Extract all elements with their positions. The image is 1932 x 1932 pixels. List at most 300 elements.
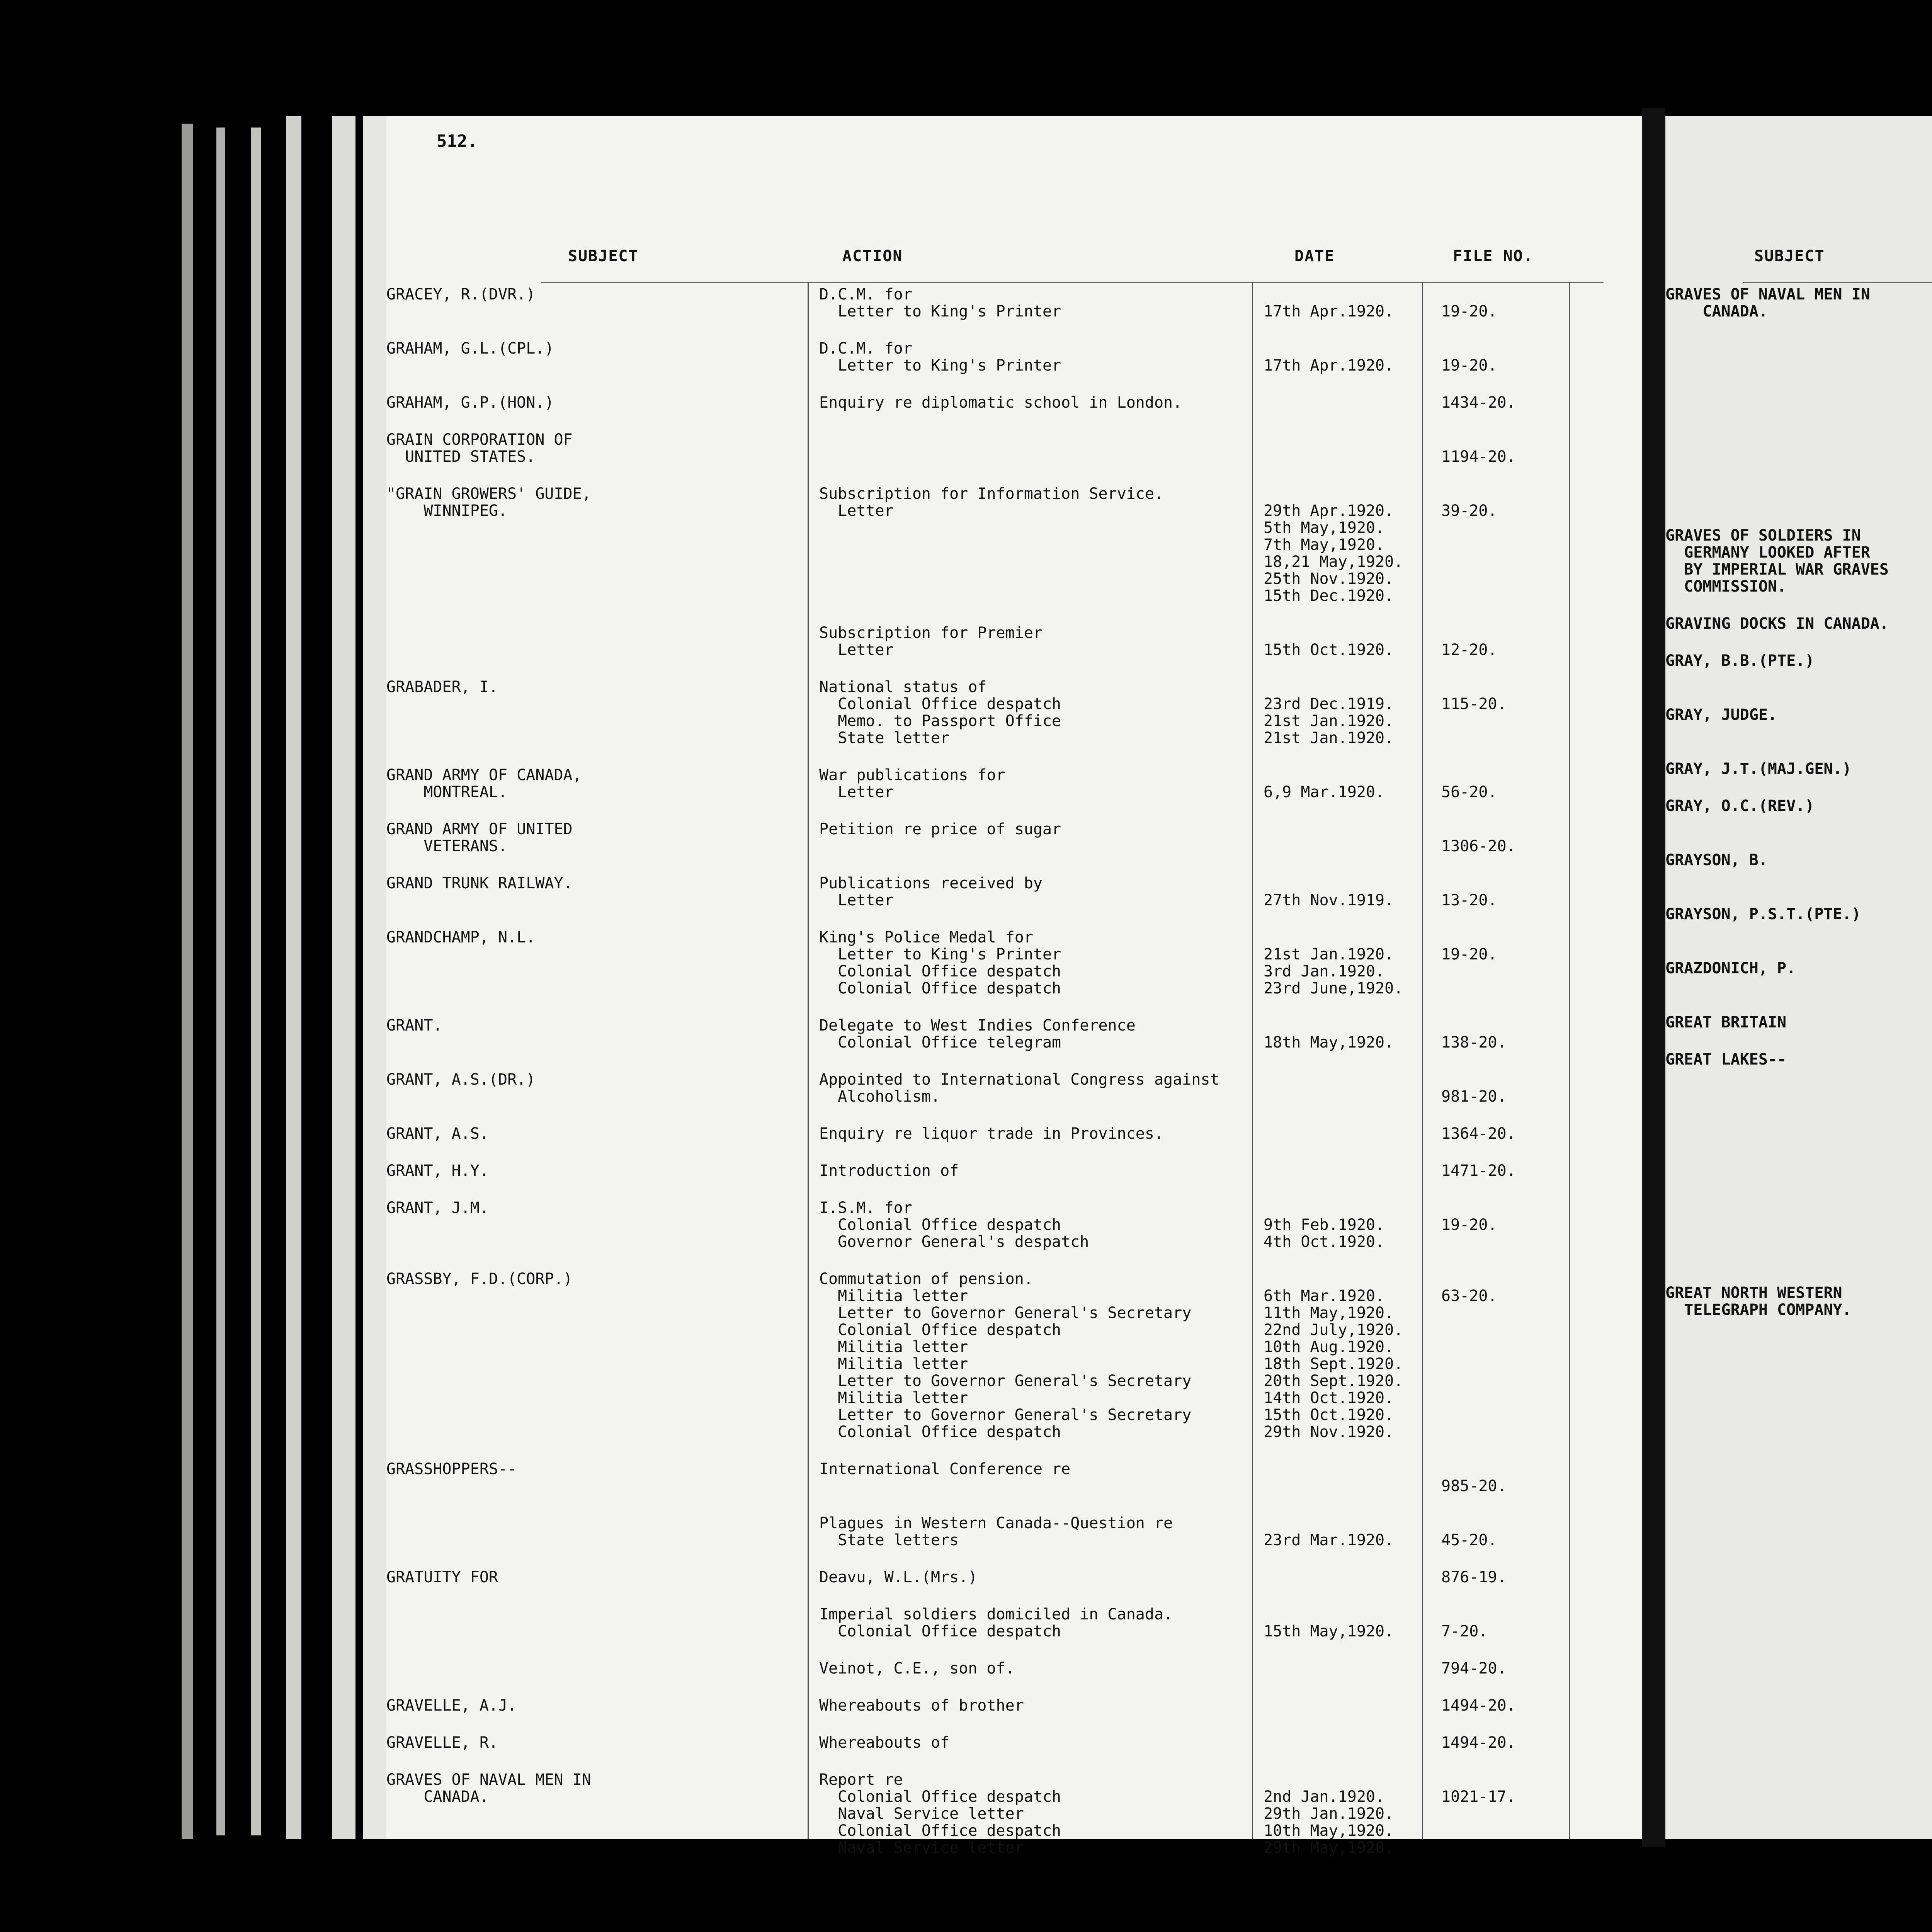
index-entry <box>386 1569 1642 1586</box>
entry-file-no <box>1441 431 1516 465</box>
entry-subject-line: GRANT, A.S.(DR.) <box>386 1071 536 1088</box>
entry-dates <box>1264 1771 1394 1856</box>
entry-subject <box>1665 286 1932 320</box>
entry-file-no-line: 1021-17. <box>1441 1788 1516 1806</box>
entry-subject-line: GRANT, H.Y. <box>386 1162 489 1180</box>
entry-action-line: Deavu, W.L.(Mrs.) <box>819 1568 978 1586</box>
entry-subject <box>1665 852 1932 869</box>
entry-subject <box>1665 1014 1932 1031</box>
entry-file-no <box>1441 624 1497 658</box>
entry-subject-line: GRACEY, R.(DVR.) <box>386 286 536 303</box>
entry-subject-line: GRAND ARMY OF CANADA, <box>386 766 582 784</box>
entry-dates-line: 15th Oct.1920. <box>1264 641 1394 659</box>
entry-dates <box>1264 1270 1403 1440</box>
entry-subject-line: GREAT BRITAIN <box>1665 1014 1787 1031</box>
entry-subject-line <box>1665 1504 1932 1521</box>
header-action: ACTION <box>842 247 903 265</box>
index-entry <box>1665 1393 1932 1410</box>
entry-file-no-line <box>1441 485 1497 502</box>
entry-dates <box>1264 624 1394 658</box>
entry-dates-line <box>1264 485 1403 502</box>
entry-subject <box>1665 527 1932 595</box>
entry-action-line: Colonial Office despatch <box>819 1622 1061 1640</box>
entry-action-line: Letter <box>819 891 894 909</box>
entry-action <box>819 1771 1061 1856</box>
entry-file-no-line: 56-20. <box>1441 783 1497 801</box>
entry-dates-line: 14th Oct.1920. <box>1264 1389 1394 1407</box>
entry-subject <box>1665 1051 1932 1068</box>
entry-action-line: Plagues in Western Canada--Question re <box>819 1514 1173 1532</box>
entry-file-no <box>1441 1125 1516 1142</box>
entry-dates <box>1264 1199 1384 1250</box>
index-entry <box>386 624 1642 659</box>
index-entry <box>386 678 1642 747</box>
entry-dates-line <box>1264 679 1394 696</box>
entry-action-line: Whereabouts of brother <box>819 1697 1024 1714</box>
entry-subject-line: UNITED STATES. <box>386 448 536 466</box>
entry-action-line: Colonial Office despatch <box>819 1321 1061 1339</box>
index-entry <box>1665 1430 1932 1447</box>
entry-subject <box>1665 798 1932 815</box>
entry-action-line: Letter <box>819 783 894 801</box>
entry-subject <box>1665 1430 1932 1447</box>
entry-action <box>819 340 1061 374</box>
entry-file-no <box>1441 485 1497 519</box>
entry-subject-line <box>1665 1541 1932 1558</box>
entry-dates <box>1264 485 1403 604</box>
entry-file-no <box>1441 1162 1516 1179</box>
entry-subject <box>1665 1284 1932 1318</box>
entry-subject-line <box>1665 1467 1932 1484</box>
entry-subject <box>1665 1504 1932 1521</box>
entry-dates <box>1264 1017 1394 1051</box>
entry-dates-line: 17th Apr.1920. <box>1264 357 1394 374</box>
entry-file-no <box>1441 1515 1497 1549</box>
entry-action <box>819 821 1061 838</box>
entry-file-no <box>1441 929 1497 963</box>
entry-subject-line <box>1665 1629 1932 1646</box>
entry-dates <box>1264 1515 1394 1549</box>
entry-dates-line: 11th May,1920. <box>1264 1304 1394 1322</box>
entry-action <box>819 1515 1173 1549</box>
entry-action-line: Whereabouts of <box>819 1734 950 1752</box>
entry-action-line: Subscription for Information Service. <box>819 485 1164 503</box>
entry-action-line: Naval Service letter <box>819 1805 1024 1823</box>
index-entry <box>1665 1014 1932 1031</box>
index-entry <box>386 1199 1642 1251</box>
entry-subject-line: GRANDCHAMP, N.L. <box>386 929 536 946</box>
entry-subject-line <box>1665 1105 1932 1122</box>
entry-action <box>819 1270 1191 1440</box>
entry-action <box>819 875 1043 909</box>
entry-file-no-line <box>1441 679 1507 696</box>
index-entry <box>1665 798 1932 815</box>
index-entry <box>386 1514 1642 1549</box>
entry-file-no-line <box>1441 624 1497 641</box>
entry-file-no-line: 19-20. <box>1441 357 1497 374</box>
entry-action <box>819 1660 1015 1677</box>
index-entry <box>1665 1629 1932 1646</box>
entry-file-no <box>1441 1017 1507 1051</box>
entry-file-no <box>1441 394 1516 411</box>
entry-subject-line: GRAIN CORPORATION OF <box>386 431 573 449</box>
entry-subject <box>1665 1393 1932 1410</box>
entry-action <box>819 1569 977 1586</box>
index-entry <box>1665 706 1932 723</box>
entry-action-line: Colonial Office despatch <box>819 1822 1061 1840</box>
index-entry <box>386 394 1642 411</box>
index-entry <box>386 431 1642 465</box>
entry-subject-line: GRABADER, I. <box>386 678 498 696</box>
entry-action-line: Petition re price of sugar <box>819 820 1061 838</box>
entry-subject-line: GREAT LAKES-- <box>1665 1051 1787 1068</box>
entry-file-no-line <box>1441 1771 1516 1788</box>
entry-subject-line: GRAND ARMY OF UNITED <box>386 820 573 838</box>
entry-action <box>819 1071 1219 1105</box>
entry-dates-line: 29th Nov.1920. <box>1264 1423 1394 1441</box>
entry-action-line: Militia letter <box>819 1355 968 1373</box>
entry-action <box>819 929 1061 997</box>
entry-dates-line: 10th Aug.1920. <box>1264 1338 1394 1356</box>
entry-dates-line <box>1264 624 1394 641</box>
entry-dates-line: 15th Dec.1920. <box>1264 587 1394 605</box>
entry-action-line: Letter to King's Printer <box>819 357 1061 374</box>
entry-subject-line <box>1665 1393 1932 1410</box>
entry-action-line: Alcoholism. <box>819 1088 940 1105</box>
entry-subject-line: GRAY, B.B.(PTE.) <box>1665 652 1815 670</box>
index-entry <box>1665 1541 1932 1558</box>
entry-subject-line: "GRAIN GROWERS' GUIDE, <box>386 485 591 503</box>
entry-file-no <box>1441 679 1507 713</box>
index-entry <box>386 1734 1642 1751</box>
entry-dates-line: 23rd June,1920. <box>1264 980 1403 997</box>
entry-subject-line: GRAY, O.C.(REV.) <box>1665 797 1815 815</box>
entry-dates-line: 29th May,1920. <box>1264 1839 1394 1857</box>
index-entry <box>386 1125 1642 1142</box>
entry-dates <box>1264 679 1394 747</box>
index-entry <box>386 286 1642 320</box>
entry-subject-line <box>1665 1142 1932 1159</box>
entry-subject-line: GRAYSON, B. <box>1665 851 1768 869</box>
entry-file-no-line: 1364-20. <box>1441 1125 1516 1143</box>
entry-file-no-line <box>1441 1515 1497 1532</box>
entry-file-no-line: 1494-20. <box>1441 1734 1516 1752</box>
header-rule <box>1743 282 1932 283</box>
index-entry <box>386 821 1642 855</box>
entry-subject <box>1665 1196 1932 1213</box>
page-number: 512. <box>437 131 478 151</box>
entry-subject-line: GRAY, J.T.(MAJ.GEN.) <box>1665 760 1852 778</box>
entry-dates-line <box>1264 1606 1394 1623</box>
entry-action-line: Introduction of <box>819 1162 959 1180</box>
entry-subject-line: GRAYSON, P.S.T.(PTE.) <box>1665 905 1861 923</box>
index-entry <box>386 485 1642 605</box>
entry-file-no-line <box>1441 875 1497 892</box>
entry-action-line: Subscription for Premier <box>819 624 1043 642</box>
entry-dates-line: 21st Jan.1920. <box>1264 712 1394 730</box>
entry-dates-line <box>1264 1270 1403 1287</box>
index-entry <box>1665 1284 1932 1318</box>
book-gutter <box>1642 108 1665 1847</box>
entry-file-no <box>1441 340 1497 374</box>
entry-file-no-line: 12-20. <box>1441 641 1497 659</box>
entry-file-no-line <box>1441 1461 1507 1478</box>
entry-dates-line <box>1264 1199 1384 1216</box>
entry-dates-line: 18th Sept.1920. <box>1264 1355 1403 1373</box>
entry-file-no-line: 1494-20. <box>1441 1697 1516 1714</box>
entry-dates-line: 5th May,1920. <box>1264 519 1385 537</box>
entry-dates-line <box>1264 1515 1394 1532</box>
entry-file-no-line: 19-20. <box>1441 1216 1497 1234</box>
index-entry <box>1665 1504 1932 1521</box>
index-entry <box>386 1697 1642 1714</box>
entry-file-no-line: 138-20. <box>1441 1034 1507 1051</box>
entry-subject-line: CANADA. <box>1665 303 1768 320</box>
entry-file-no-line: 876-19. <box>1441 1568 1507 1586</box>
index-entry <box>1665 960 1932 977</box>
entry-dates <box>1264 286 1394 320</box>
entry-dates-line: 6th Mar.1920. <box>1264 1287 1385 1305</box>
entry-subject <box>1665 615 1932 632</box>
entry-subject-line: GREAT NORTH WESTERN <box>1665 1284 1842 1302</box>
entry-action <box>819 1162 959 1179</box>
entry-dates <box>1264 929 1403 997</box>
entry-dates-line: 15th May,1920. <box>1264 1622 1394 1640</box>
entry-action <box>819 286 1061 320</box>
entry-file-no-line: 19-20. <box>1441 946 1497 963</box>
entry-subject-line: GRAHAM, G.P.(HON.) <box>386 394 554 412</box>
entry-file-no-line <box>1441 929 1497 946</box>
index-entry <box>386 1071 1642 1105</box>
entry-action-line: Report re <box>819 1771 903 1789</box>
entry-dates-line <box>1264 286 1394 303</box>
entry-dates-line: 21st Jan.1920. <box>1264 729 1394 747</box>
entry-action <box>819 1125 1163 1142</box>
entry-dates-line: 3rd Jan.1920. <box>1264 963 1385 980</box>
entry-action-line: Colonial Office despatch <box>819 963 1061 980</box>
entry-action <box>819 1697 1024 1714</box>
entry-file-no <box>1441 1270 1497 1304</box>
header-file-no: FILE NO. <box>1453 247 1534 265</box>
entry-subject <box>1665 906 1932 923</box>
entry-subject-line: GRANT, J.M. <box>386 1199 489 1217</box>
index-entry <box>1665 1051 1932 1068</box>
entry-dates-line <box>1264 1017 1394 1034</box>
entry-subject-line: GRAND TRUNK RAILWAY. <box>386 874 573 892</box>
entry-file-no-line <box>1441 821 1516 838</box>
entry-file-no-line <box>1441 1606 1488 1623</box>
entry-file-no <box>1441 875 1497 909</box>
index-entry <box>1665 286 1932 320</box>
entry-dates-line: 18,21 May,1920. <box>1264 553 1403 571</box>
header-date: DATE <box>1294 247 1335 265</box>
entry-file-no-line: 19-20. <box>1441 303 1497 320</box>
entry-subject-line: GRANT, A.S. <box>386 1125 489 1143</box>
entry-action <box>819 394 1182 411</box>
entry-dates-line: 25th Nov.1920. <box>1264 570 1394 588</box>
entry-action-line: War publications for <box>819 766 1005 784</box>
entry-file-no <box>1441 1660 1507 1677</box>
entry-file-no-line: 7-20. <box>1441 1622 1488 1640</box>
entry-dates-line: 9th Feb.1920. <box>1264 1216 1385 1234</box>
entry-dates <box>1264 1606 1394 1640</box>
entry-subject <box>1665 1541 1932 1558</box>
entry-action-line: International Conference re <box>819 1460 1071 1478</box>
entry-dates-line: 27th Nov.1919. <box>1264 891 1394 909</box>
entry-action-line: Colonial Office despatch <box>819 1423 1061 1441</box>
entry-file-no-line: 115-20. <box>1441 695 1507 713</box>
entry-subject-line: WINNIPEG. <box>386 502 508 520</box>
entry-dates-line <box>1264 340 1394 357</box>
entry-action-line: Publications received by <box>819 874 1043 892</box>
entry-dates <box>1264 767 1384 801</box>
index-entry <box>1665 1338 1932 1355</box>
index-entry <box>386 929 1642 997</box>
index-entry <box>1665 1105 1932 1122</box>
entry-action-line: Enquiry re diplomatic school in London. <box>819 394 1182 412</box>
entry-subject-line: GRAVING DOCKS IN CANADA. <box>1665 615 1889 633</box>
entry-file-no-line: 1471-20. <box>1441 1162 1516 1180</box>
entry-file-no-line: 794-20. <box>1441 1660 1507 1677</box>
entry-file-no-line: 1434-20. <box>1441 394 1516 412</box>
entry-action <box>819 767 1005 801</box>
entry-action-line: National status of <box>819 678 987 696</box>
entry-dates <box>1264 340 1394 374</box>
entry-dates-line: 21st Jan.1920. <box>1264 946 1394 963</box>
entry-subject-line: GRAVELLE, A.J. <box>386 1697 517 1714</box>
entry-subject <box>1665 652 1932 669</box>
header-subject: SUBJECT <box>1754 247 1825 265</box>
entry-subject-line: BY IMPERIAL WAR GRAVES <box>1665 561 1889 578</box>
entry-subject-line: GRAVELLE, R. <box>386 1734 498 1752</box>
entry-dates-line <box>1264 767 1384 784</box>
index-entry <box>1665 1142 1932 1159</box>
entry-action-line: Letter to Governor General's Secretary <box>819 1304 1192 1322</box>
entry-subject <box>1665 1105 1932 1122</box>
index-entry <box>1665 652 1932 669</box>
entry-file-no <box>1441 1734 1516 1751</box>
index-entry <box>1665 1196 1932 1213</box>
entry-subject-line <box>1665 1196 1932 1213</box>
entry-action-line: State letter <box>819 729 950 747</box>
entry-action <box>819 485 1163 519</box>
entry-subject-line: GRATUITY FOR <box>386 1568 498 1586</box>
entry-subject-line: GRAY, JUDGE. <box>1665 706 1777 724</box>
entry-dates-line: 7th May,1920. <box>1264 536 1385 554</box>
entry-subject-line: GRASSBY, F.D.(CORP.) <box>386 1270 573 1288</box>
index-entry <box>386 1771 1642 1857</box>
entry-subject-line: GRAHAM, G.L.(CPL.) <box>386 340 554 357</box>
entry-action-line: Colonial Office despatch <box>819 695 1061 713</box>
entry-action-line: Naval Service letter <box>819 1839 1024 1857</box>
entry-file-no-line: 63-20. <box>1441 1287 1497 1305</box>
entry-action-line: Memo. to Passport Office <box>819 712 1061 730</box>
entry-action-line: Colonial Office despatch <box>819 980 1061 997</box>
entry-action-line: Colonial Office despatch <box>819 1788 1061 1806</box>
entry-action-line: Imperial soldiers domiciled in Canada. <box>819 1605 1173 1623</box>
index-entry <box>386 1605 1642 1640</box>
entry-action-line: Commutation of pension. <box>819 1270 1033 1288</box>
header-subject: SUBJECT <box>568 247 639 265</box>
entry-subject-line <box>1665 1430 1932 1447</box>
entry-subject-line <box>1665 1338 1932 1355</box>
index-entry <box>386 1017 1642 1051</box>
entry-subject <box>1665 760 1932 777</box>
entry-action-line: Colonial Office telegram <box>819 1034 1061 1051</box>
entry-file-no <box>1441 1771 1516 1805</box>
index-entry <box>386 1270 1642 1441</box>
index-entry <box>1665 760 1932 777</box>
index-entry <box>1665 615 1932 632</box>
entry-action-line: Enquiry re liquor trade in Provinces. <box>819 1125 1164 1143</box>
entry-dates-line: 18th May,1920. <box>1264 1034 1394 1051</box>
entry-action <box>819 1734 949 1751</box>
entry-action <box>819 624 1043 658</box>
entry-dates-line: 17th Apr.1920. <box>1264 303 1394 320</box>
entry-action <box>819 679 1061 747</box>
index-entry <box>386 1660 1642 1677</box>
entry-action-line: Militia letter <box>819 1389 968 1407</box>
entry-dates-line: 15th Oct.1920. <box>1264 1406 1394 1424</box>
entry-dates-line <box>1264 1771 1394 1788</box>
entry-action <box>819 1461 1070 1478</box>
entry-action-line: Colonial Office despatch <box>819 1216 1061 1234</box>
entry-dates-line: 20th Sept.1920. <box>1264 1372 1403 1390</box>
entry-action-line: Letter to King's Printer <box>819 946 1061 963</box>
entry-file-no <box>1441 821 1516 855</box>
entry-subject-line: GRANT. <box>386 1017 442 1034</box>
entry-dates-line: 23rd Dec.1919. <box>1264 695 1394 713</box>
entry-action-line: Delegate to West Indies Conference <box>819 1017 1136 1034</box>
entry-dates-line: 6,9 Mar.1920. <box>1264 783 1385 801</box>
entry-subject-line: GRAZDONICH, P. <box>1665 959 1796 977</box>
index-entry <box>386 1460 1642 1495</box>
entry-dates-line <box>1264 929 1403 946</box>
entry-action-line: Militia letter <box>819 1338 968 1356</box>
entry-subject <box>1665 960 1932 977</box>
entry-action-line: Militia letter <box>819 1287 968 1305</box>
entry-dates-line: 22nd July,1920. <box>1264 1321 1403 1339</box>
entry-action-line: Letter <box>819 641 894 659</box>
entry-dates-line: 2nd Jan.1920. <box>1264 1788 1385 1806</box>
entry-file-no-line: 1194-20. <box>1441 448 1516 466</box>
index-entry <box>1665 906 1932 923</box>
entry-dates-line: 29th Jan.1920. <box>1264 1805 1394 1823</box>
entry-action-line: State letters <box>819 1531 959 1549</box>
entry-file-no-line <box>1441 1017 1507 1034</box>
entry-file-no <box>1441 1461 1507 1495</box>
entry-subject-line: GERMANY LOOKED AFTER <box>1665 544 1870 561</box>
entry-file-no <box>1441 1569 1507 1586</box>
entry-file-no-line <box>1441 1199 1497 1216</box>
entry-subject <box>1665 706 1932 723</box>
entry-action-line: D.C.M. for <box>819 286 912 303</box>
entry-file-no <box>1441 1071 1507 1105</box>
index-entry <box>386 340 1642 374</box>
index-entry <box>1665 852 1932 869</box>
entry-file-no <box>1441 1697 1516 1714</box>
entry-file-no <box>1441 1199 1497 1233</box>
entry-action-line: Governor General's despatch <box>819 1233 1089 1251</box>
entry-file-no <box>1441 1606 1488 1640</box>
entry-action <box>819 1017 1136 1051</box>
entry-subject <box>1665 1467 1932 1484</box>
entry-subject-line: GRAVES OF NAVAL MEN IN <box>386 1771 591 1789</box>
entry-dates-line: 29th Apr.1920. <box>1264 502 1394 520</box>
entry-action-line: D.C.M. for <box>819 340 912 357</box>
entry-subject-line: GRAVES OF SOLDIERS IN <box>1665 527 1861 544</box>
entry-subject-line: COMMISSION. <box>1665 578 1787 595</box>
